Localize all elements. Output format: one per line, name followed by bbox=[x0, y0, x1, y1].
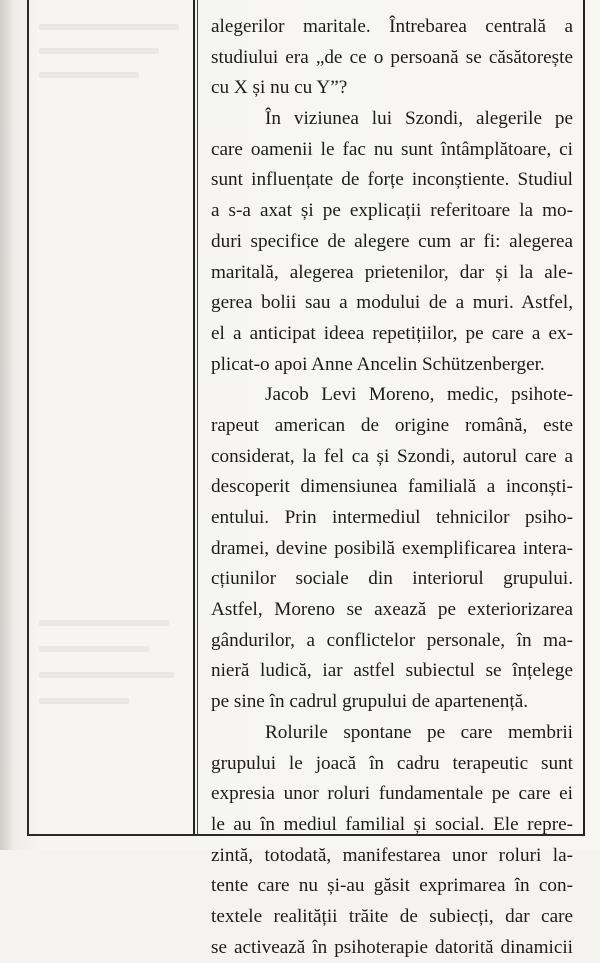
text-line: zintă, totodată, manifestarea unor roluri la- bbox=[211, 844, 573, 866]
text-line: el a anticipat ideea repetițiilor, pe care a ex- bbox=[211, 322, 573, 344]
text-line: sunt influențate de forțe inconștiente. Studiul bbox=[211, 169, 573, 191]
body-text-column bbox=[211, 12, 573, 963]
text-line: le au în mediul familial și social. Ele repre- bbox=[211, 813, 573, 835]
text-line: pe sine în cadrul grupului de apartenență. bbox=[211, 691, 529, 713]
table-column-divider bbox=[193, 0, 195, 836]
text-line: tente care nu și-au găsit exprimarea în con- bbox=[211, 875, 573, 897]
bleed-through-mark bbox=[39, 620, 169, 626]
table-border-left bbox=[27, 0, 29, 836]
table-border-right bbox=[583, 0, 585, 836]
bleed-through-mark bbox=[39, 24, 179, 30]
text-line: descoperit dimensiunea familială a inconști- bbox=[211, 476, 573, 498]
text-line: grupului le joacă în cadru terapeutic sunt bbox=[211, 752, 573, 774]
bleed-through-mark bbox=[39, 672, 174, 678]
text-line: care oamenii le fac nu sunt întâmplătoare, ci bbox=[211, 138, 573, 160]
text-line: rapeut american de origine română, este bbox=[211, 414, 573, 436]
table-left-cell bbox=[29, 0, 193, 834]
text-line: maritală, alegerea prietenilor, dar și la ale- bbox=[211, 261, 573, 283]
text-line: gerea bolii sau a modului de a muri. Astfel, bbox=[211, 292, 573, 314]
text-line: cțiunilor sociale din interiorul grupului. bbox=[211, 568, 573, 590]
table-column-divider-inner bbox=[197, 0, 198, 836]
text-line: În viziunea lui Szondi, alegerile pe bbox=[265, 108, 573, 130]
text-line: gândurilor, a conflictelor personale, în ma- bbox=[211, 629, 573, 651]
text-line: expresia unor roluri fundamentale pe care ei bbox=[211, 783, 573, 805]
bleed-through-mark bbox=[39, 698, 129, 704]
binding-shadow bbox=[0, 0, 14, 850]
bleed-through-mark bbox=[39, 646, 149, 652]
text-line: nieră ludică, iar astfel subiectul se înțelege bbox=[211, 660, 573, 682]
text-line: cu X și nu cu Y”? bbox=[211, 77, 348, 99]
text-line: alegerilor maritale. Întrebarea centrală a bbox=[211, 16, 573, 37]
text-line: plicat-o apoi Anne Ancelin Schützenberger. bbox=[211, 353, 545, 375]
text-line: Jacob Levi Moreno, medic, psihote- bbox=[265, 384, 573, 406]
text-line: textele realității trăite de subiecți, dar care bbox=[211, 905, 573, 927]
bleed-through-mark bbox=[39, 48, 159, 54]
text-line: Rolurile spontane pe care membrii bbox=[265, 721, 573, 743]
text-line: considerat, la fel ca și Szondi, autorul care a bbox=[211, 445, 573, 467]
text-line: dramei, devine posibilă exemplificarea intera- bbox=[211, 537, 573, 559]
text-line: studiului era „de ce o persoană se căsătorește bbox=[211, 46, 573, 68]
bleed-through-mark bbox=[39, 72, 139, 78]
text-line: duri specifice de alegere cum ar fi: alegerea bbox=[211, 230, 573, 252]
text-line: entului. Prin intermediul tehnicilor psiho- bbox=[211, 507, 573, 528]
text-line: Astfel, Moreno se axează pe exteriorizarea bbox=[211, 599, 573, 621]
text-line: se activează în psihoterapie datorită dinamicii bbox=[211, 936, 573, 958]
text-line: a s-a axat și pe explicații referitoare la mo- bbox=[211, 200, 573, 222]
